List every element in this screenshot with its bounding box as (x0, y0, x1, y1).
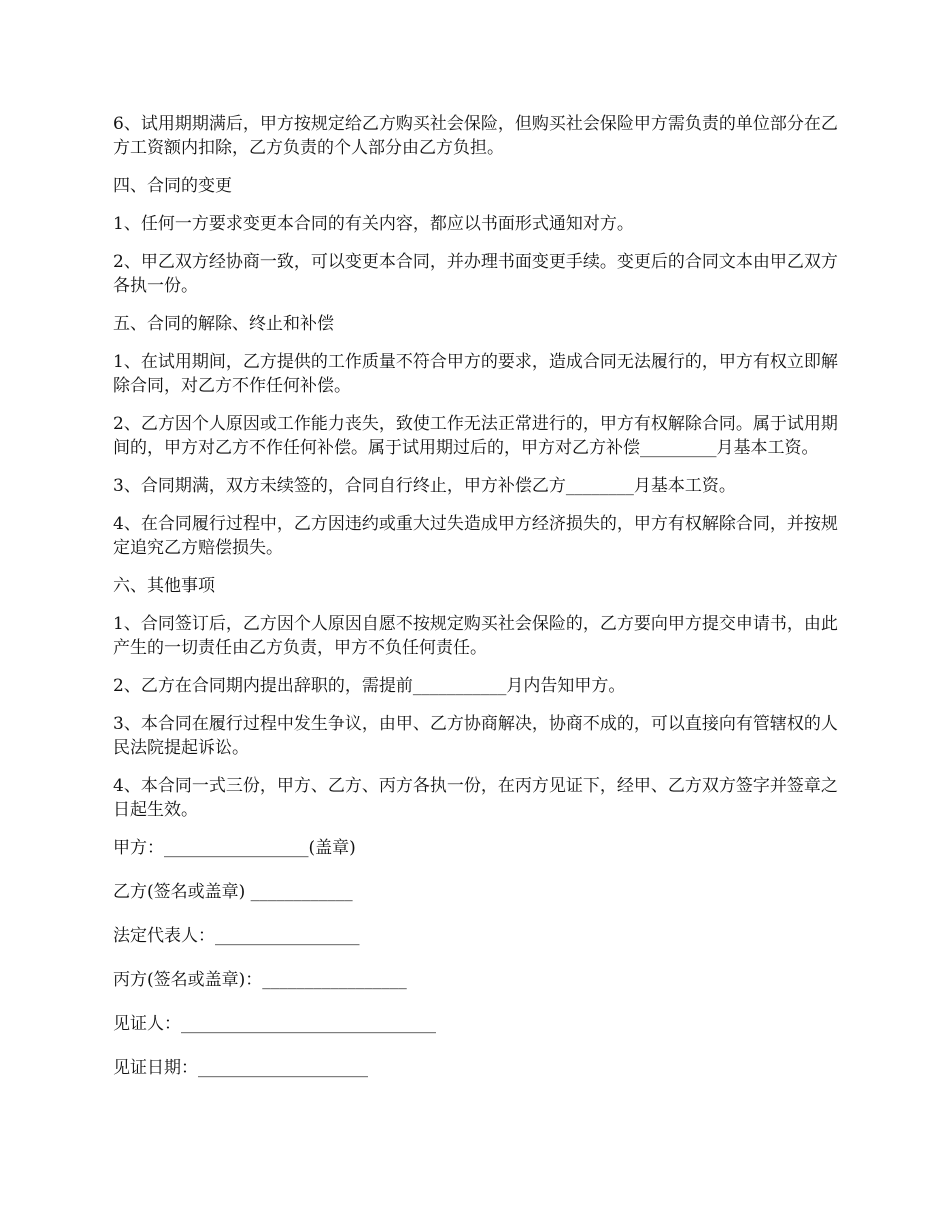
signature-party-c: 丙方(签名或盖章)：_________________ (113, 970, 407, 990)
clause-termination-quality: 1、在试用期间，乙方提供的工作质量不符合甲方的要求，造成合同无法履行的，甲方有权立即解除合同，对乙方不作任何补偿。 (113, 352, 838, 396)
clause-change-notice: 1、任何一方要求变更本合同的有关内容，都应以书面形式通知对方。 (113, 214, 634, 234)
signature-party-a: 甲方：_________________(盖章) (113, 838, 356, 858)
section-heading-termination: 五、合同的解除、终止和补偿 (113, 314, 334, 334)
signature-legal-representative: 法定代表人：_________________ (113, 926, 360, 946)
clause-probation-insurance: 6、试用期期满后，甲方按规定给乙方购买社会保险，但购买社会保险甲方需负责的单位部分在乙方工资额内扣除，乙方负责的个人部分由乙方负担。 (113, 114, 838, 158)
clause-termination-incapacity: 2、乙方因个人原因或工作能力丧失，致使工作无法正常进行的，甲方有权解除合同。属于试用期间的，甲方对乙方不作任何补偿。属于试用期过后的，甲方对乙方补偿_________月基本工资。 (113, 414, 838, 458)
clause-change-agreement: 2、甲乙双方经协商一致，可以变更本合同，并办理书面变更手续。变更后的合同文本由甲乙双方各执一份。 (113, 252, 838, 296)
contract-page (113, 112, 841, 1100)
clause-other-resignation: 2、乙方在合同期内提出辞职的，需提前___________月内告知甲方。 (113, 676, 626, 696)
signature-witness: 见证人：______________________________ (113, 1014, 436, 1034)
clause-other-copies: 4、本合同一式三份，甲方、乙方、丙方各执一份，在丙方见证下，经甲、乙方双方签字并签章之日起生效。 (113, 776, 838, 820)
signature-block (113, 836, 841, 1080)
section-heading-contract-change: 四、合同的变更 (113, 176, 232, 196)
clause-other-insurance-waiver: 1、合同签订后，乙方因个人原因自愿不按规定购买社会保险的，乙方要向甲方提交申请书，由此产生的一切责任由乙方负责，甲方不负任何责任。 (113, 614, 838, 658)
clause-termination-expiry: 3、合同期满，双方未续签的，合同自行终止，甲方补偿乙方________月基本工资。 (113, 476, 736, 496)
section-heading-other-matters: 六、其他事项 (113, 576, 215, 596)
signature-party-b: 乙方(签名或盖章) ____________ (113, 882, 353, 902)
clause-termination-breach: 4、在合同履行过程中，乙方因违约或重大过失造成甲方经济损失的，甲方有权解除合同，并按规定追究乙方赔偿损失。 (113, 514, 838, 558)
clause-other-dispute: 3、本合同在履行过程中发生争议，由甲、乙方协商解决，协商不成的，可以直接向有管辖权的人民法院提起诉讼。 (113, 714, 838, 758)
signature-witness-date: 见证日期：____________________ (113, 1058, 368, 1078)
